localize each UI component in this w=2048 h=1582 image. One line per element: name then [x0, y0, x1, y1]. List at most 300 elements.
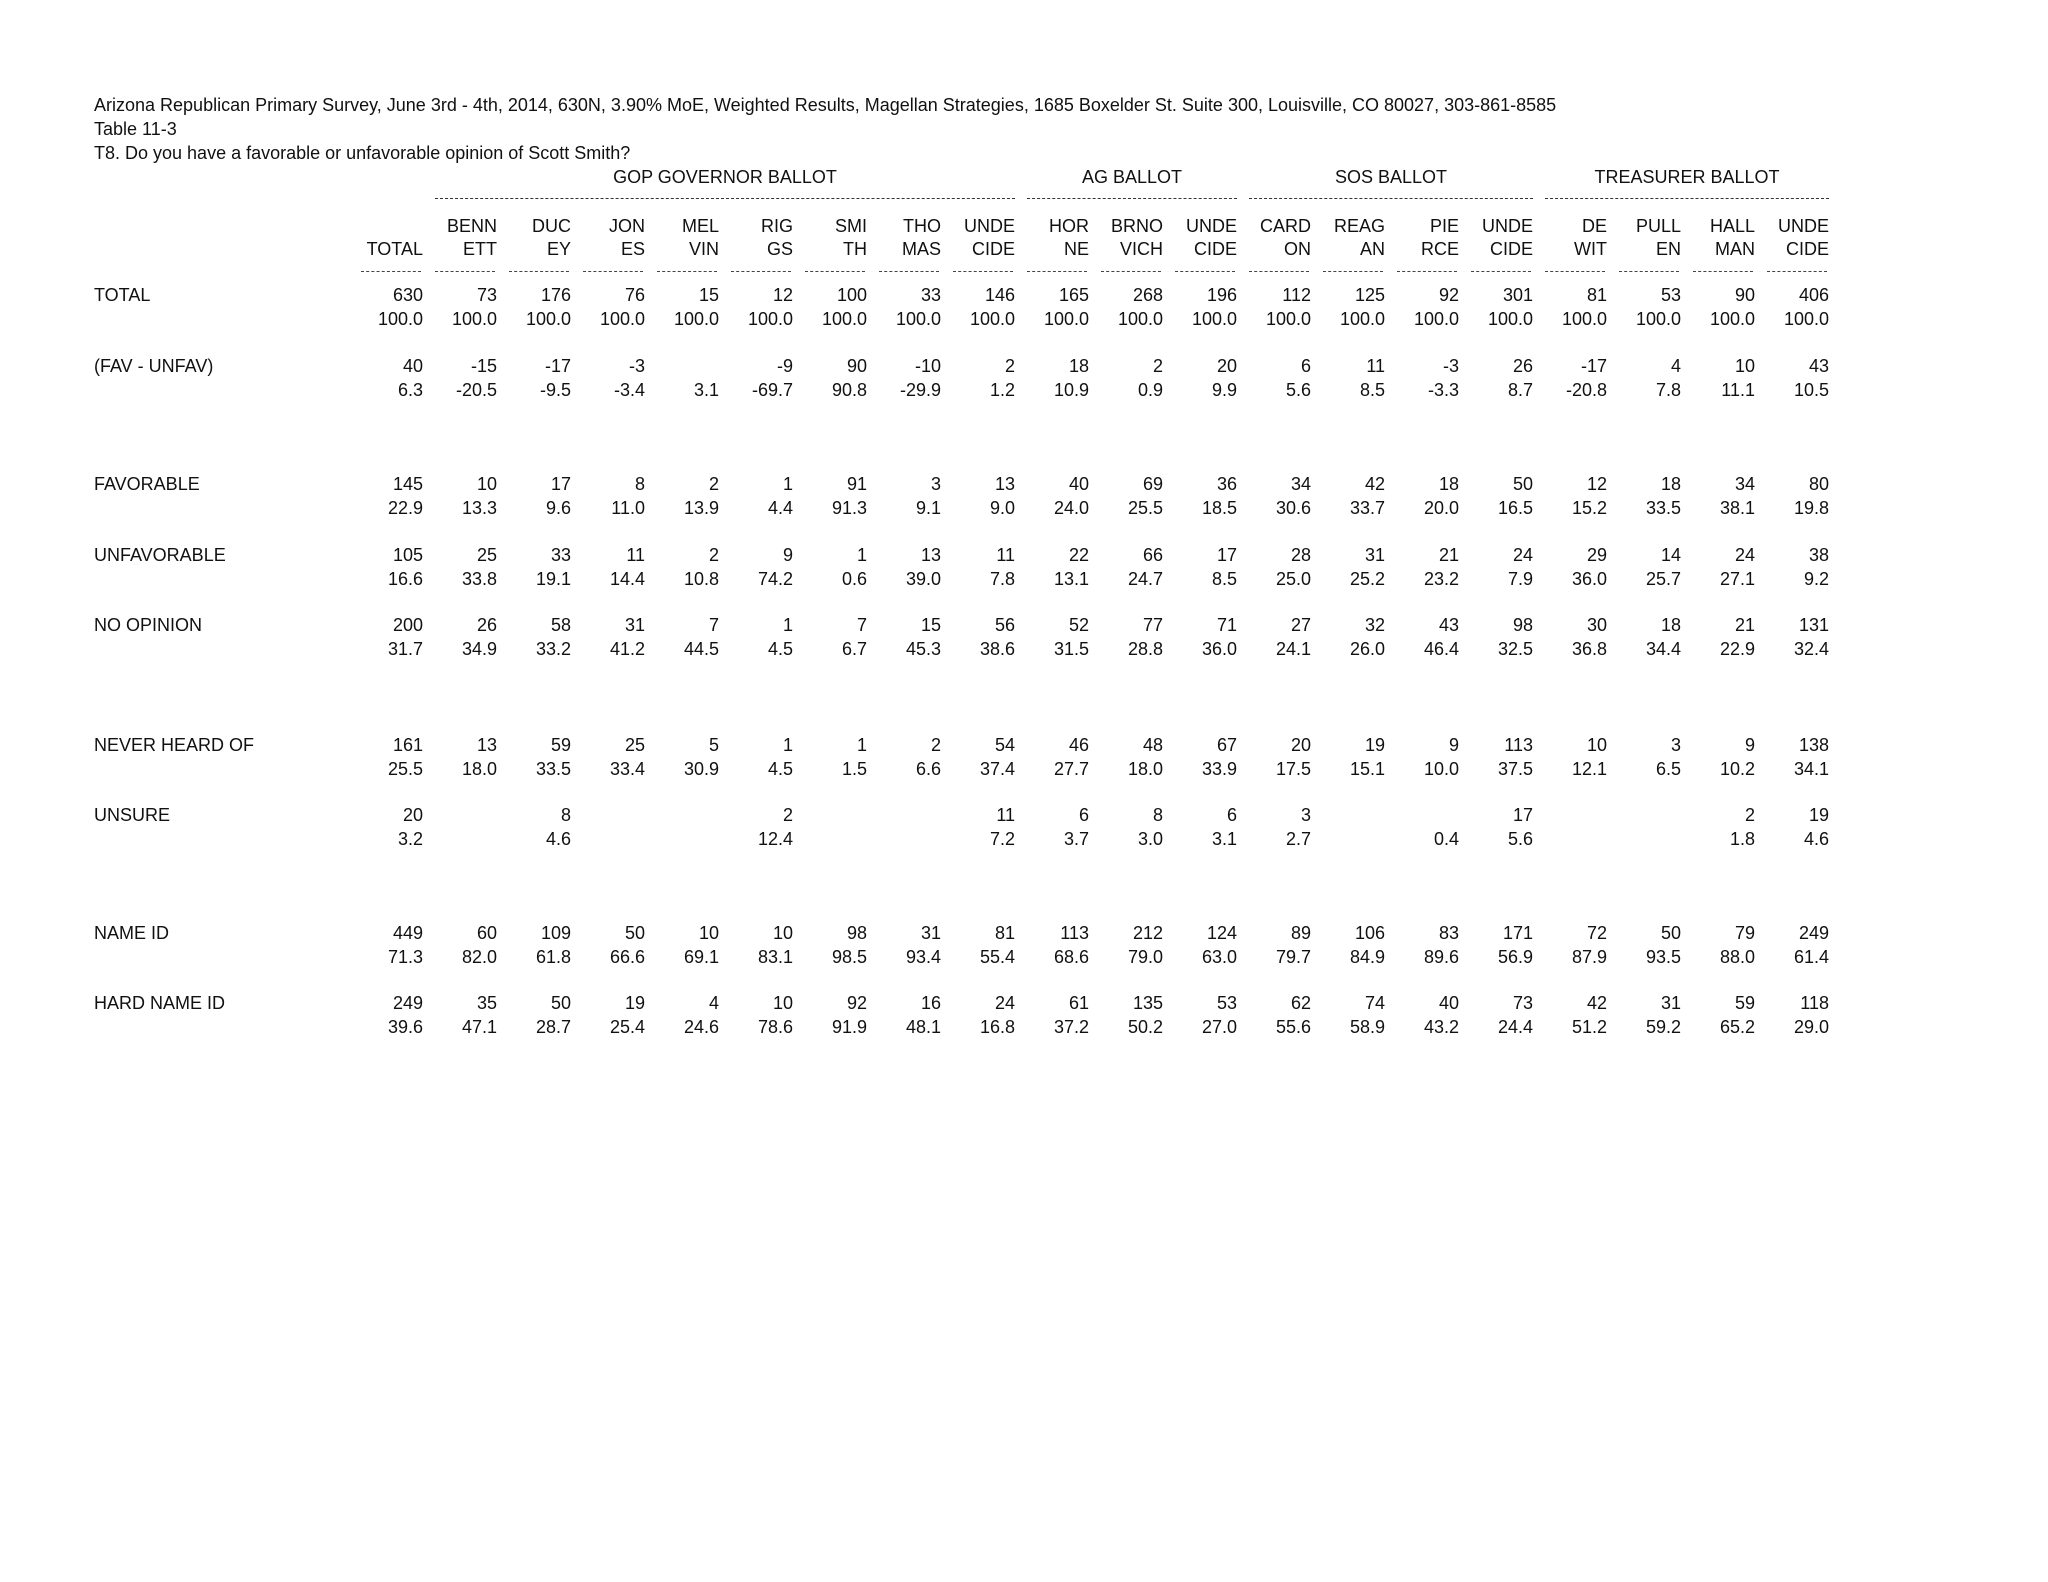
cell-percent: 36.0 — [1571, 569, 1607, 589]
group-header: TREASURER BALLOT — [1594, 167, 1780, 187]
cell-percent: 32.5 — [1497, 639, 1533, 659]
cell-count: 106 — [1354, 923, 1385, 943]
cell-percent: 17.5 — [1275, 759, 1311, 779]
cell-count: 1 — [856, 735, 867, 755]
cell-percent: 2.7 — [1285, 829, 1311, 849]
cell-percent: 1.5 — [841, 759, 867, 779]
column-underline — [657, 271, 717, 272]
cell-count: 62 — [1290, 993, 1311, 1013]
cell-count: 171 — [1502, 923, 1533, 943]
cell-count: 71 — [1216, 615, 1237, 635]
cell-count: 1 — [856, 545, 867, 565]
group-header: SOS BALLOT — [1334, 167, 1448, 187]
cell-count: 3 — [1670, 735, 1681, 755]
cell-count: 77 — [1142, 615, 1163, 635]
cell-percent: 4.6 — [1803, 829, 1829, 849]
cell-percent: 31.7 — [387, 639, 423, 659]
cell-percent: 93.4 — [905, 947, 941, 967]
cell-percent: 8.5 — [1359, 380, 1385, 400]
cell-count: 31 — [1660, 993, 1681, 1013]
cell-count: 43 — [1438, 615, 1459, 635]
cell-percent: 37.4 — [979, 759, 1015, 779]
group-header: GOP GOVERNOR BALLOT — [613, 167, 837, 187]
cell-count: 15 — [920, 615, 941, 635]
cell-count: 73 — [476, 285, 497, 305]
cell-count: 135 — [1132, 993, 1163, 1013]
cell-count: 145 — [392, 474, 423, 494]
cell-count: 165 — [1058, 285, 1089, 305]
cell-count: 13 — [994, 474, 1015, 494]
cell-percent: 100.0 — [451, 309, 497, 329]
survey-title: Arizona Republican Primary Survey, June 3rd - 4th, 2014, 630N, 3.90% MoE, Weighted Results, Magellan Strategies, 1685 Boxelder St. Suite 300, Louisville, CO 80027, 303-861-8585 — [94, 95, 1557, 115]
cell-percent: 100.0 — [1561, 309, 1607, 329]
cell-percent: 11.0 — [611, 498, 645, 518]
cell-count: 53 — [1660, 285, 1681, 305]
cell-percent: 100.0 — [969, 309, 1015, 329]
cell-percent: 44.5 — [683, 639, 719, 659]
cell-percent: 4.5 — [767, 759, 793, 779]
cell-count: 22 — [1068, 545, 1089, 565]
cell-count: 2 — [1004, 356, 1015, 376]
column-header-line1: PIE — [1429, 216, 1459, 236]
cell-count: 54 — [994, 735, 1015, 755]
cell-percent: 28.8 — [1127, 639, 1163, 659]
cell-count: 1 — [782, 735, 793, 755]
cell-percent: 100.0 — [1265, 309, 1311, 329]
column-header-line2: ETT — [463, 239, 497, 259]
cell-percent: 83.1 — [757, 947, 793, 967]
cell-percent: 38.1 — [1719, 498, 1755, 518]
column-underline — [953, 271, 1013, 272]
cell-percent: 100.0 — [1339, 309, 1385, 329]
cell-percent: 9.1 — [915, 498, 941, 518]
cell-percent: 56.9 — [1497, 947, 1533, 967]
cell-count: 109 — [540, 923, 571, 943]
column-header-line2: ON — [1284, 239, 1311, 259]
column-underline — [1175, 271, 1235, 272]
cell-percent: 100.0 — [377, 309, 423, 329]
cell-percent: 39.6 — [387, 1017, 423, 1037]
cell-count: 50 — [550, 993, 571, 1013]
cell-count: 11 — [996, 805, 1015, 825]
column-underline — [1027, 271, 1087, 272]
cell-count: 48 — [1142, 735, 1163, 755]
cell-percent: 37.5 — [1497, 759, 1533, 779]
column-header-line1: CARD — [1259, 216, 1311, 236]
cell-count: 2 — [930, 735, 941, 755]
cell-percent: 71.3 — [387, 947, 423, 967]
column-underline — [1249, 271, 1309, 272]
cell-count: 196 — [1206, 285, 1237, 305]
cell-count: 81 — [994, 923, 1015, 943]
row-label: NO OPINION — [94, 615, 203, 635]
column-header-line1: UNDE — [1777, 216, 1829, 236]
column-header-line1: UNDE — [1481, 216, 1533, 236]
column-header-line1: HALL — [1709, 216, 1755, 236]
cell-count: 90 — [846, 356, 867, 376]
cell-count: 20 — [1290, 735, 1311, 755]
cell-count: 31 — [624, 615, 645, 635]
cell-percent: 12.1 — [1571, 759, 1607, 779]
cell-percent: 25.0 — [1275, 569, 1311, 589]
cell-percent: 31.5 — [1053, 639, 1089, 659]
cell-count: 112 — [1282, 285, 1311, 305]
group-divider — [1545, 198, 1829, 199]
cell-percent: 43.2 — [1423, 1017, 1459, 1037]
cell-count: 89 — [1290, 923, 1311, 943]
column-underline — [1397, 271, 1457, 272]
cell-percent: 33.7 — [1349, 498, 1385, 518]
cell-count: -15 — [470, 356, 497, 376]
cell-count: 17 — [1216, 545, 1237, 565]
cell-count: 1 — [782, 474, 793, 494]
cell-percent: 61.8 — [535, 947, 571, 967]
column-underline — [731, 271, 791, 272]
cell-count: 10 — [698, 923, 719, 943]
cell-count: 8 — [634, 474, 645, 494]
cell-count: 50 — [624, 923, 645, 943]
cell-percent: 100.0 — [525, 309, 571, 329]
cell-percent: 8.7 — [1507, 380, 1533, 400]
cell-count: 35 — [476, 993, 497, 1013]
cell-count: -17 — [1580, 356, 1607, 376]
cell-percent: 9.0 — [989, 498, 1015, 518]
cell-percent: 14.4 — [609, 569, 645, 589]
cell-percent: 27.7 — [1053, 759, 1089, 779]
cell-count: 18 — [1660, 474, 1681, 494]
cell-count: 301 — [1502, 285, 1533, 305]
row-label: NAME ID — [94, 923, 170, 943]
cell-percent: 33.2 — [535, 639, 571, 659]
cell-percent: 91.3 — [831, 498, 867, 518]
cell-count: 1 — [782, 615, 793, 635]
cell-percent: 100.0 — [1487, 309, 1533, 329]
cell-percent: -9.5 — [539, 380, 571, 400]
cell-percent: 100.0 — [1117, 309, 1163, 329]
column-header-line1: THO — [903, 216, 941, 236]
column-header-line2: VICH — [1119, 239, 1163, 259]
cell-percent: 93.5 — [1645, 947, 1681, 967]
cell-percent: 30.9 — [683, 759, 719, 779]
cell-percent: 100.0 — [1191, 309, 1237, 329]
cell-percent: 22.9 — [1719, 639, 1755, 659]
cell-percent: 4.4 — [767, 498, 793, 518]
column-underline — [1767, 271, 1827, 272]
cell-count: 56 — [994, 615, 1015, 635]
cell-percent: 1.2 — [989, 380, 1015, 400]
cell-count: 10 — [772, 923, 793, 943]
cell-count: 36 — [1216, 474, 1237, 494]
cell-count: 26 — [476, 615, 497, 635]
cell-percent: 48.1 — [905, 1017, 941, 1037]
cell-count: 630 — [392, 285, 423, 305]
cell-count: 5 — [708, 735, 719, 755]
cell-count: 80 — [1808, 474, 1829, 494]
cell-percent: 100.0 — [821, 309, 867, 329]
cell-percent: 23.2 — [1423, 569, 1459, 589]
cell-count: 10 — [772, 993, 793, 1013]
cell-percent: 3.1 — [693, 380, 719, 400]
cell-percent: 88.0 — [1719, 947, 1755, 967]
cell-percent: 10.9 — [1053, 380, 1089, 400]
cell-percent: 74.2 — [757, 569, 793, 589]
cell-count: 113 — [1504, 735, 1533, 755]
cell-percent: -3.4 — [613, 380, 645, 400]
cell-percent: 27.1 — [1719, 569, 1755, 589]
cell-percent: 20.0 — [1423, 498, 1459, 518]
cell-percent: 55.6 — [1275, 1017, 1311, 1037]
column-header-line1: PULL — [1635, 216, 1681, 236]
cell-count: 13 — [920, 545, 941, 565]
cell-percent: 39.0 — [905, 569, 941, 589]
cell-count: 42 — [1364, 474, 1385, 494]
cell-count: -17 — [544, 356, 571, 376]
cell-count: 113 — [1060, 923, 1089, 943]
cell-count: 4 — [1670, 356, 1681, 376]
cell-percent: 18.5 — [1201, 498, 1237, 518]
cell-percent: 33.5 — [1645, 498, 1681, 518]
cell-count: 50 — [1660, 923, 1681, 943]
cell-count: 176 — [540, 285, 571, 305]
cell-count: 18 — [1660, 615, 1681, 635]
cell-percent: 65.2 — [1719, 1017, 1755, 1037]
row-label: TOTAL — [94, 285, 151, 305]
group-header: AG BALLOT — [1081, 167, 1183, 187]
column-header-line2: ES — [620, 239, 645, 259]
cell-percent: -20.8 — [1565, 380, 1607, 400]
cell-count: 146 — [984, 285, 1015, 305]
cell-count: 24 — [1734, 545, 1755, 565]
cell-percent: 100.0 — [673, 309, 719, 329]
column-header-line1: DUC — [532, 216, 571, 236]
cell-percent: 16.8 — [979, 1017, 1015, 1037]
column-header-line1: JON — [609, 216, 645, 236]
cell-percent: 100.0 — [1043, 309, 1089, 329]
cell-percent: 8.5 — [1211, 569, 1237, 589]
cell-count: 8 — [1152, 805, 1163, 825]
cell-count: 24 — [1512, 545, 1533, 565]
cell-percent: 25.5 — [1127, 498, 1163, 518]
cell-count: 29 — [1586, 545, 1607, 565]
cell-count: 40 — [1068, 474, 1089, 494]
row-label: HARD NAME ID — [94, 993, 226, 1013]
cell-count: 27 — [1290, 615, 1311, 635]
cell-count: 25 — [624, 735, 645, 755]
column-underline — [361, 271, 421, 272]
column-header-line2: CIDE — [1193, 239, 1237, 259]
cell-percent: 46.4 — [1423, 639, 1459, 659]
column-header-line2: WIT — [1574, 239, 1607, 259]
cell-percent: 34.4 — [1645, 639, 1681, 659]
row-label: (FAV - UNFAV) — [94, 356, 214, 376]
cell-count: 28 — [1290, 545, 1311, 565]
cell-percent: 59.2 — [1645, 1017, 1681, 1037]
cell-percent: 33.8 — [461, 569, 497, 589]
question-text: T8. Do you have a favorable or unfavorable opinion of Scott Smith? — [94, 143, 631, 163]
cell-count: 43 — [1808, 356, 1829, 376]
cell-count: 8 — [560, 805, 571, 825]
cell-count: 6 — [1226, 805, 1237, 825]
column-header-line1: BENN — [446, 216, 497, 236]
cell-percent: 3.1 — [1211, 829, 1237, 849]
cell-percent: 29.0 — [1793, 1017, 1829, 1037]
cell-count: 10 — [476, 474, 497, 494]
cell-count: 42 — [1586, 993, 1607, 1013]
cell-percent: 79.0 — [1127, 947, 1163, 967]
cell-count: 91 — [846, 474, 867, 494]
cell-percent: 100.0 — [1783, 309, 1829, 329]
cell-count: 98 — [846, 923, 867, 943]
cell-count: 125 — [1354, 285, 1385, 305]
cell-percent: 63.0 — [1201, 947, 1237, 967]
cell-percent: 33.4 — [609, 759, 645, 779]
cell-percent: 24.4 — [1497, 1017, 1533, 1037]
cell-count: 7 — [856, 615, 867, 635]
cell-percent: 45.3 — [905, 639, 941, 659]
column-header-line2: CIDE — [1489, 239, 1533, 259]
cell-count: 11 — [626, 545, 645, 565]
cell-percent: 12.4 — [757, 829, 793, 849]
cell-percent: 98.5 — [831, 947, 867, 967]
cell-count: 7 — [708, 615, 719, 635]
cell-percent: 10.0 — [1423, 759, 1459, 779]
cell-count: 30 — [1586, 615, 1607, 635]
cell-percent: 7.9 — [1507, 569, 1533, 589]
cell-percent: 50.2 — [1127, 1017, 1163, 1037]
cell-percent: 0.9 — [1137, 380, 1163, 400]
cell-count: 11 — [996, 545, 1015, 565]
cell-percent: 90.8 — [831, 380, 867, 400]
cell-percent: 6.7 — [841, 639, 867, 659]
cell-count: 74 — [1364, 993, 1385, 1013]
cell-count: 20 — [402, 805, 423, 825]
cell-percent: 10.8 — [683, 569, 719, 589]
column-underline — [583, 271, 643, 272]
cell-count: 200 — [392, 615, 423, 635]
column-header-line2: TOTAL — [366, 239, 423, 259]
cell-percent: 55.4 — [979, 947, 1015, 967]
cell-count: 249 — [1798, 923, 1829, 943]
cell-count: 50 — [1512, 474, 1533, 494]
cell-count: 449 — [392, 923, 423, 943]
cell-count: 4 — [708, 993, 719, 1013]
cell-count: 6 — [1300, 356, 1311, 376]
cell-percent: 100.0 — [747, 309, 793, 329]
cell-percent: 6.6 — [915, 759, 941, 779]
cell-count: 2 — [1152, 356, 1163, 376]
cell-count: 92 — [1438, 285, 1459, 305]
cell-percent: 47.1 — [461, 1017, 497, 1037]
cell-percent: 32.4 — [1793, 639, 1829, 659]
cell-count: 2 — [708, 474, 719, 494]
cell-percent: 37.2 — [1053, 1017, 1089, 1037]
cell-percent: 68.6 — [1053, 947, 1089, 967]
cell-count: 18 — [1068, 356, 1089, 376]
column-underline — [1693, 271, 1753, 272]
cell-count: 15 — [698, 285, 719, 305]
cell-percent: 24.6 — [683, 1017, 719, 1037]
cell-count: 24 — [994, 993, 1015, 1013]
cell-count: 46 — [1068, 735, 1089, 755]
cell-count: 10 — [1586, 735, 1607, 755]
cell-count: 21 — [1438, 545, 1459, 565]
cell-percent: 16.5 — [1497, 498, 1533, 518]
cell-percent: 7.8 — [1655, 380, 1681, 400]
cell-count: 73 — [1512, 993, 1533, 1013]
column-underline — [1471, 271, 1531, 272]
cell-count: 67 — [1216, 735, 1237, 755]
cell-count: 38 — [1808, 545, 1829, 565]
cell-count: 33 — [550, 545, 571, 565]
column-header-line2: TH — [843, 239, 867, 259]
column-header-line2: GS — [766, 239, 793, 259]
cell-count: 60 — [476, 923, 497, 943]
cell-count: 9 — [782, 545, 793, 565]
cell-count: 9 — [1448, 735, 1459, 755]
group-divider — [1027, 198, 1237, 199]
cell-count: 17 — [550, 474, 571, 494]
cell-count: 2 — [782, 805, 793, 825]
cell-count: 19 — [1364, 735, 1385, 755]
cell-count: 59 — [1734, 993, 1755, 1013]
cell-percent: 3.7 — [1063, 829, 1089, 849]
cell-count: 66 — [1142, 545, 1163, 565]
cell-count: 118 — [1800, 993, 1829, 1013]
cell-count: 72 — [1586, 923, 1607, 943]
column-header-line2: CIDE — [971, 239, 1015, 259]
cell-percent: 34.1 — [1793, 759, 1829, 779]
cell-count: 19 — [1808, 805, 1829, 825]
cell-percent: 7.8 — [989, 569, 1015, 589]
cell-count: 69 — [1142, 474, 1163, 494]
group-divider — [435, 198, 1015, 199]
cell-percent: 9.9 — [1211, 380, 1237, 400]
cell-count: 18 — [1438, 474, 1459, 494]
cell-percent: 78.6 — [757, 1017, 793, 1037]
cell-percent: 10.2 — [1719, 759, 1755, 779]
cell-count: 31 — [1364, 545, 1385, 565]
cell-count: 268 — [1132, 285, 1163, 305]
cell-percent: 25.5 — [387, 759, 423, 779]
cell-count: 26 — [1512, 356, 1533, 376]
cell-percent: 28.7 — [535, 1017, 571, 1037]
cell-count: 10 — [1734, 356, 1755, 376]
cell-percent: 66.6 — [609, 947, 645, 967]
cell-count: 406 — [1798, 285, 1829, 305]
cell-percent: 9.2 — [1803, 569, 1829, 589]
cell-count: 79 — [1734, 923, 1755, 943]
cell-count: 13 — [476, 735, 497, 755]
cell-count: 3 — [1300, 805, 1311, 825]
cell-percent: -20.5 — [455, 380, 497, 400]
cell-percent: 0.6 — [841, 569, 867, 589]
cell-count: 16 — [920, 993, 941, 1013]
cell-percent: 38.6 — [979, 639, 1015, 659]
cell-count: 105 — [392, 545, 423, 565]
cell-count: 40 — [1438, 993, 1459, 1013]
column-underline — [1323, 271, 1383, 272]
cell-percent: 19.8 — [1793, 498, 1829, 518]
cell-count: 124 — [1206, 923, 1237, 943]
cell-percent: 7.2 — [989, 829, 1015, 849]
cell-percent: 24.1 — [1275, 639, 1311, 659]
table-number: Table 11-3 — [94, 119, 177, 139]
cell-percent: 3.0 — [1137, 829, 1163, 849]
cell-count: 3 — [930, 474, 941, 494]
column-underline — [1101, 271, 1161, 272]
cell-percent: 30.6 — [1275, 498, 1311, 518]
cell-percent: 26.0 — [1349, 639, 1385, 659]
